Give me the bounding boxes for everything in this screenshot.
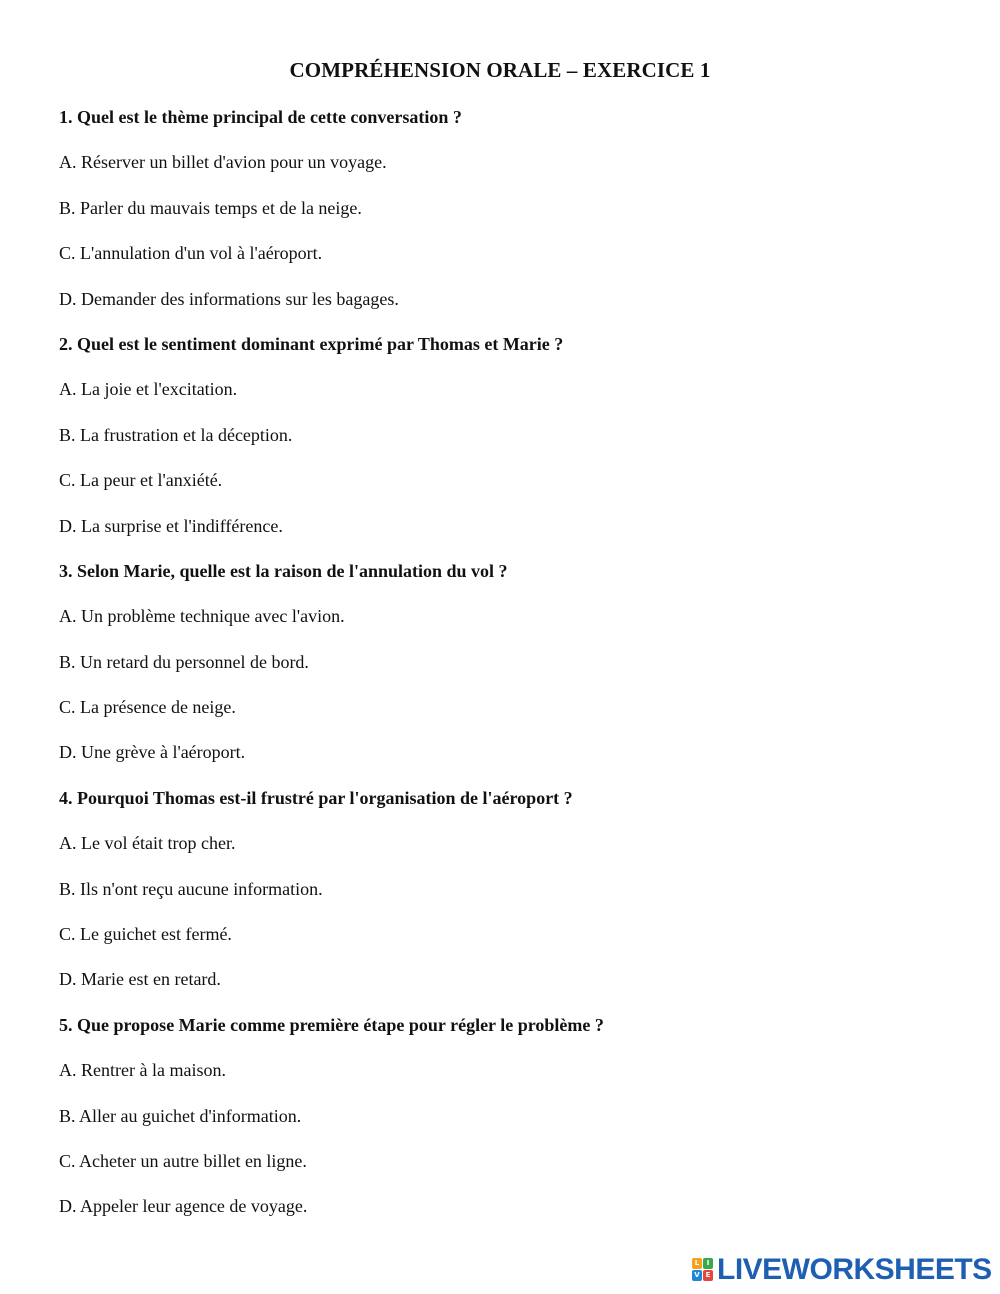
question-block-2 [59,333,959,537]
answer-option-a: A. Le vol était trop cher. [59,833,236,854]
answer-option-c: C. Le guichet est fermé. [59,924,232,945]
question-block-4 [59,787,959,991]
answer-option-c: C. Acheter un autre billet en ligne. [59,1150,307,1171]
answer-option-d: D. Une grève à l'aéroport. [59,742,246,763]
answer-option-d: D. La surprise et l'indifférence. [59,515,283,536]
answer-option-c: C. La présence de neige. [59,697,236,718]
question-block-3 [59,560,959,764]
answer-option-a: A. Rentrer à la maison. [59,1060,226,1081]
logo-mark-letter: V [692,1270,702,1281]
question-text: 2. Quel est le sentiment dominant exprimé par Thomas et Marie ? [59,333,564,354]
answer-option-b: B. Aller au guichet d'information. [59,1105,302,1126]
logo-mark-letter: I [703,1258,713,1269]
liveworksheets-wordmark: LIVEWORKSHEETS [717,1253,992,1286]
liveworksheets-mark-icon [692,1258,714,1282]
question-text: 4. Pourquoi Thomas est-il frustré par l'organisation de l'aéroport ? [59,787,573,808]
answer-option-c: C. La peur et l'anxiété. [59,470,223,491]
answer-option-a: A. Réserver un billet d'avion pour un voyage. [59,152,387,173]
liveworksheets-logo [692,1253,992,1287]
answer-option-a: A. Un problème technique avec l'avion. [59,606,345,627]
logo-mark-letter: E [703,1270,713,1281]
page-title: COMPRÉHENSION ORALE – EXERCICE 1 [289,58,711,82]
question-text: 3. Selon Marie, quelle est la raison de l'annulation du vol ? [59,560,508,581]
answer-option-d: D. Demander des informations sur les bagages. [59,288,399,309]
question-block-1 [59,106,959,310]
answer-option-a: A. La joie et l'excitation. [59,379,238,400]
answer-option-c: C. L'annulation d'un vol à l'aéroport. [59,243,323,264]
question-list [59,106,959,1241]
answer-option-b: B. Un retard du personnel de bord. [59,651,309,672]
question-block-5 [59,1014,959,1218]
answer-option-b: B. La frustration et la déception. [59,424,293,445]
answer-option-b: B. Parler du mauvais temps et de la neige. [59,197,362,218]
answer-option-b: B. Ils n'ont reçu aucune information. [59,878,323,899]
answer-option-d: D. Appeler leur agence de voyage. [59,1196,308,1217]
question-text: 1. Quel est le thème principal de cette conversation ? [59,107,462,127]
logo-mark-letter: L [692,1258,702,1269]
question-text: 5. Que propose Marie comme première étape pour régler le problème ? [59,1014,604,1035]
answer-option-d: D. Marie est en retard. [59,969,221,990]
